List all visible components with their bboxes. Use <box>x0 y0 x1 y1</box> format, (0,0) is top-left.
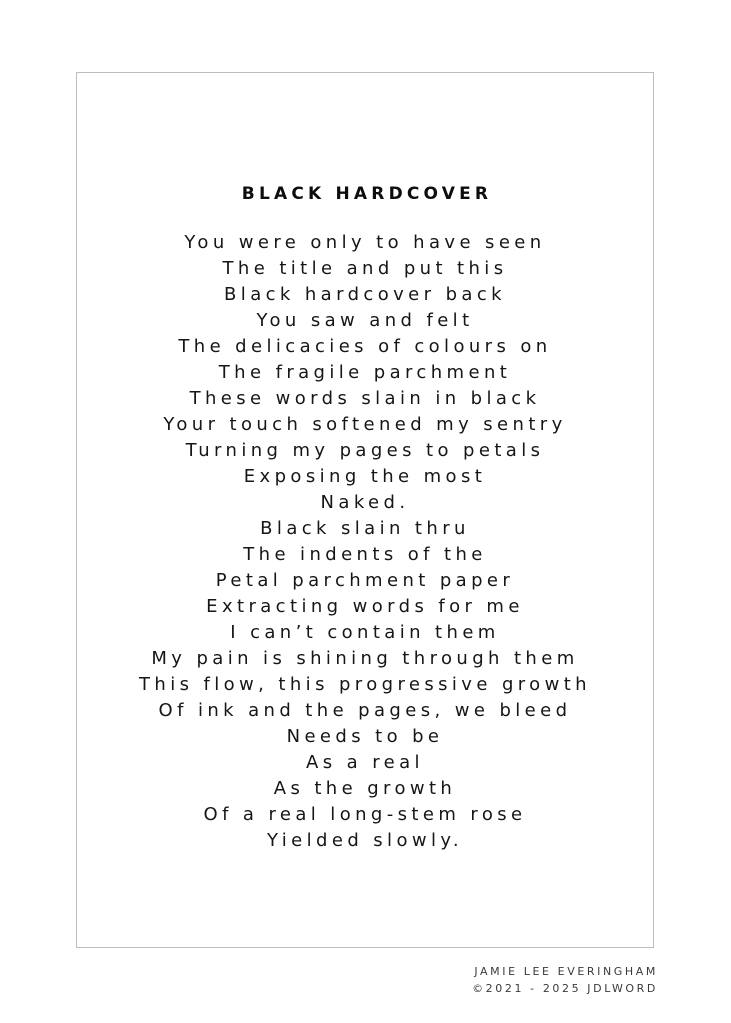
poem-line: This flow, this progressive growth <box>139 674 591 695</box>
poem-line: The delicacies of colours on <box>178 336 552 357</box>
poem-line: Black hardcover back <box>224 284 506 305</box>
poem-body <box>77 230 653 854</box>
footer-credits <box>472 963 658 997</box>
poem-line: My pain is shining through them <box>151 648 579 669</box>
poem-line: You were only to have seen <box>184 232 546 253</box>
author-name: JAMIE LEE EVERINGHAM <box>474 965 658 978</box>
poem-line: Needs to be <box>286 726 444 747</box>
poem-card <box>76 72 654 948</box>
poem-line: The indents of the <box>243 544 487 565</box>
poem-line: Of ink and the pages, we bleed <box>158 700 572 721</box>
poem-line: Extracting words for me <box>206 596 524 617</box>
copyright-notice: ©2021 - 2025 JDLWORD <box>472 982 658 995</box>
poem-line: As the growth <box>273 778 457 799</box>
poem-line: Of a real long-stem rose <box>203 804 527 825</box>
poem-line: Your touch softened my sentry <box>163 414 567 435</box>
poem-line: As a real <box>306 752 424 773</box>
poem-line: Exposing the most <box>243 466 487 487</box>
poem-line: The fragile parchment <box>218 362 512 383</box>
poem-line: Black slain thru <box>260 518 470 539</box>
poem-line: I can’t contain them <box>230 622 500 643</box>
poem-line: Naked. <box>320 492 410 513</box>
poem-line: The title and put this <box>222 258 508 279</box>
poem-line: Turning my pages to petals <box>185 440 545 461</box>
poem-line: You saw and felt <box>256 310 474 331</box>
poem-line: Petal parchment paper <box>215 570 515 591</box>
poem-title: BLACK HARDCOVER <box>241 184 493 204</box>
poem-line: Yielded slowly. <box>267 830 463 851</box>
poem-line: These words slain in black <box>189 388 541 409</box>
